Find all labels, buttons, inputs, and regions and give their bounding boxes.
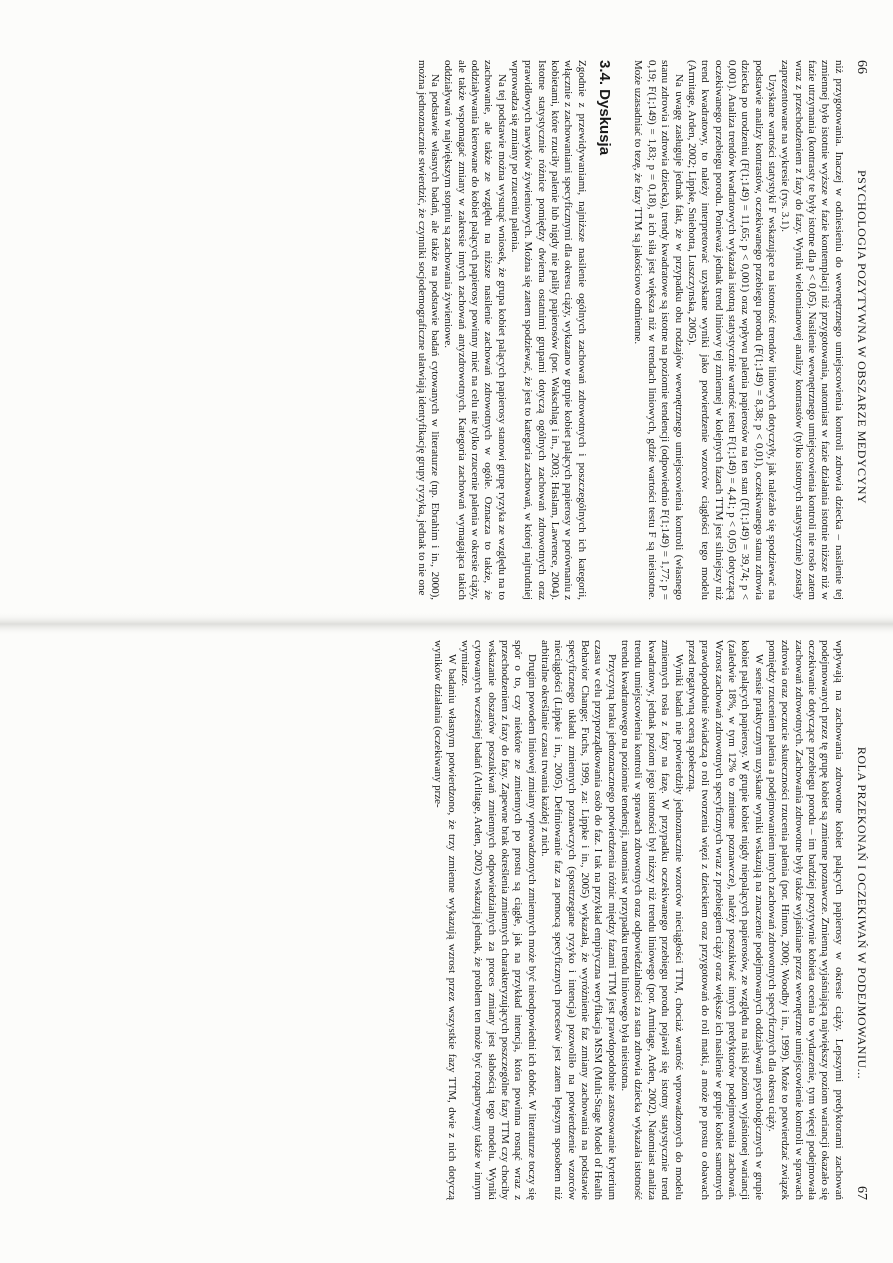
paragraph: Uzyskane wartości statystyki F wskazujące na istotność trendów liniowych dotyczyły, jak należało się spodziewać na podstawie analizy kontrastów, oczekiwanego przebiegu porodu (F(1;149) = 8,38; p < 0,01), oczekiwanego stanu zdrowia dziecka po urodzeniu (F(1;149) = 11,65; p < 0,001) oraz wpływu palenia papierosów na ten stan (F(1;149) = 39,74; p < 0,001). Analiza trendów kwadratowych wykazała istotną statystycznie wartość testu F(1;149) = 4,41; p < 0,05) dotyczącą oczekiwanego przebiegu porodu. Ponieważ jednak trend liniowy tej zmiennej w kolejnych fazach TTM jest silniejszy niż trend kwadratowy, to należy interpretować uzyskane wyniki jako potwierdzenie wzorców ciągłości tego modelu (Armitage, Arden, 2002; Lippke, Sniehotta, Luszczynska, 2005). [685,60,778,600]
page-header [855,640,868,1200]
paragraph: Na tej podstawie można wysunąć wniosek, że grupa kobiet palących papierosy stanowi grupę ryzyka ze względu na to zachowanie, ale także ze względu na niższe nasilenie zachowań zdrowotnych w ogóle. Oznacza to także, że oddziaływania kierowane do kobiet palących papierosy powinny mieć na celu nie tylko rzucenie palenia w okresie ciąży, ale także wspomagać zmiany w zakresie innych zachowań antyzdrowotnych. Kategoria zachowań wymagająca takich oddziaływań w największym stopniu są zachowania żywieniowe. [442,60,508,600]
running-head: ROLA PRZEKONAŃ I OCZEKIWAŃ W PODEJMOWANIU... [855,746,869,1080]
running-head: PSYCHOLOGIA POZYTYWNA W OBSZARZE MEDYCYNY [855,169,869,505]
paragraph: Na uwagę zasługuje jednak fakt, że w przypadku obu rodzajów wewnętrznego umiejscowienia kontroli (własnego stanu zdrowia i zdrowia dziecka), trendy kwadratowe są istotne na poziomie tendencji (odpowiednio F(1;149) = 1,77; p = 0,19; F(1;149) = 1,83; p = 0,18), a ich siła jest większa niż w trendach liniowych, gdzie wartości testu F są nieistotne. Może uzasadniać to tezę, że fazy TTM są jakościowo odmienne. [632,60,685,600]
left-page [414,60,868,600]
paragraph: niż przygotowania. Inaczej w odniesieniu do wewnętrznego umiejscowienia kontroli zdrowia dziecka – nasilenie tej zmiennej było istotnie wyższe w fazie kontemplacji niż przygotowania, natomiast w fazie działania istotnie niższe niż w fazie utrzymania (kontrasty te były istotne dla p < 0,05). Nasilenie wewnętrznego umiejscowienia kontroli nie rosło zatem wraz z przechodzeniem z fazy do fazy. Wyniki wielomianowej analizy kontrastów (tylko istotnych statystycznie) zostały zaprezentowane na wykresie (rys. 3.1). [779,60,845,600]
body-text [431,640,845,1200]
paragraph: Wyniki badań nie potwierdziły jednoznacznie wzorców nieciągłości TTM, chociaż wartość wprowadzonych do modelu zmiennych rosła z fazy na fazę. W przypadku oczekiwanego przebiegu porodu pojawił się istotny statystycznie trend kwadratowy, jednak poziom jego istotności był niższy niż trendu liniowego (por. Armitage, Arden, 2002). Natomiast analiza trendu umiejscowienia kontroli w sprawach zdrowotnych oraz odpowiedzialności za stan zdrowia dziecka wykazała istotność trendu kwadratowego na poziomie tendencji, natomiast w przypadku trendu liniowego była nieistotna. [619,640,685,1200]
page-number: 66 [854,60,869,74]
paragraph: Zgodnie z przewidywaniami, najniższe nasilenie ogólnych zachowań zdrowotnych i poszczególnych ich kategorii, włącznie z zachowaniami specyficznymi dla okresu ciąży, wykazano w grupie kobiet palących papierosy w porównaniu z kobietami, które rzuciły palenie lub nigdy nie paliły papierosów (por. Wakschlag i in., 2003; Haslam, Lawrence, 2004). Istotne statystycznie różnice pomiędzy dwiema ostatnimi grupami dotyczą ogólnych zachowań zdrowotnych oraz prawidłowych nawyków żywieniowych. Można się zatem spodziewać, że jest to kategoria zachowań, w której najtrudniej wprowadza się zmiany po rzuceniu palenia. [509,60,588,600]
section-heading: 3.4. Dyskusja [596,60,614,156]
body-text [414,60,844,600]
paragraph: W sensie praktycznym uzyskane wyniki wskazują na znaczenie podejmowanych oddziaływań psychologicznych w grupie kobiet palących papierosy. W grupie kobiet nigdy niepalących papierosów, ze względu na niski poziom wyjaśnionej wariancji (zaledwie 18%, w tym 12% to zmienne poznawcze), należy poszukiwać innych predyktorów podejmowania zachowań. Wzrost zachowań zdrowotnych specyficznych wraz z przebiegiem ciąży oraz większe ich nasilenie w grupie kobiet samotnych prawdopodobnie świadczą o roli tworzenia więzi z dzieckiem oraz przygotowań do roli matki, a może po prostu o obawach przed negatywną oceną społeczną. [685,640,765,1200]
paragraph: Przyczyną braku jednoznacznego potwierdzenia różnic między fazami TTM jest prawdopodobnie zastosowanie kryterium czasu w celu przyporządkowania osób do faz. I tak na przykład empiryczna weryfikacja MSM (Multi-Stage Model of Health Behavior Change; Fuchs, 1999, za: Lippke i in., 2005) wykazała, że wyróżnienie faz zmiany zachowania na podstawie specyficznego układu zmiennych poznawczych (spostrzegane ryzyko i intencja) pozwoliło na potwierdzenie wzorców nieciągłości (Lippke i in., 2005). Definiowanie faz za pomocą specyficznych procesów jest zatem lepszym sposobem niż arbitralne określanie czasu trwania każdej z nich. [539,640,618,1200]
page-header [855,60,868,600]
paragraph: W badaniu własnym potwierdzono, że trzy zmienne wykazują wzrost przez wszystkie fazy TTM, dwie z nich dotyczą wyników działania (oczekiwany prze- [432,640,458,1200]
paragraph: Na podstawie własnych badań, ale także na podstawie badań cytowanych w literaturze (np. Ebrahim i in., 2000), można jednoznacznie stwierdzić, że czynniki socjodemograficzne ułatwiają identyfikację grupy ryzyka, jednak to nie one [415,60,442,600]
paragraph: Drugim powodem liniowej zmiany wprowadzonych zmiennych może być nieodpowiedni ich dobór. W literaturze toczy się spór o to, czy niektóre ze zmiennych po prostu są ciągłe, jak na przykład intencja, która powinna rosnąć wraz z przechodzeniem z fazy do fazy. Zapewne brak określenia zmiennych charakteryzujących poszczególne fazy TTM czy chociby wskazanie obszarów poszukiwań zmiennych odpowiedzialnych za proces zmiany jest słabością tego modelu. Wyniki cytowanych wcześniej badań (Arlitage, Arden, 2002) wskazują jednak, że problem ten może być rozpatrywany także w innym wymiarze. [459,640,538,1200]
right-page [431,640,868,1200]
paragraph: wpływają na zachowania zdrowotne kobiet palących papierosy w okresie ciąży. Lepszymi predyktorami zachowań podejmowanych przez tę grupę kobiet są zmienne poznawcze. Zmienną wyjaśniającą największy poziom wariancji okazało się oczekiwanie dotyczące przebiegu porodu – im bardziej pozytywnie kobieta ocenia to wydarzenie, tym więcej podejmowała zachowań zdrowotnych. Zachowania zdrowotne były także wyjaśniane przez wewnętrzne umiejscowienie kontroli w sprawach zdrowia oraz poczucie skuteczności rzucenia palenia (por. Hinton, 2000; Woodby i in., 1999). Może to potwierdzać związek pomiędzy rzuceniem palenia a podejmowaniem innych zachowań zdrowotnych specyficznych dla okresu ciąży. [765,640,845,1200]
page-number: 67 [854,1186,869,1200]
